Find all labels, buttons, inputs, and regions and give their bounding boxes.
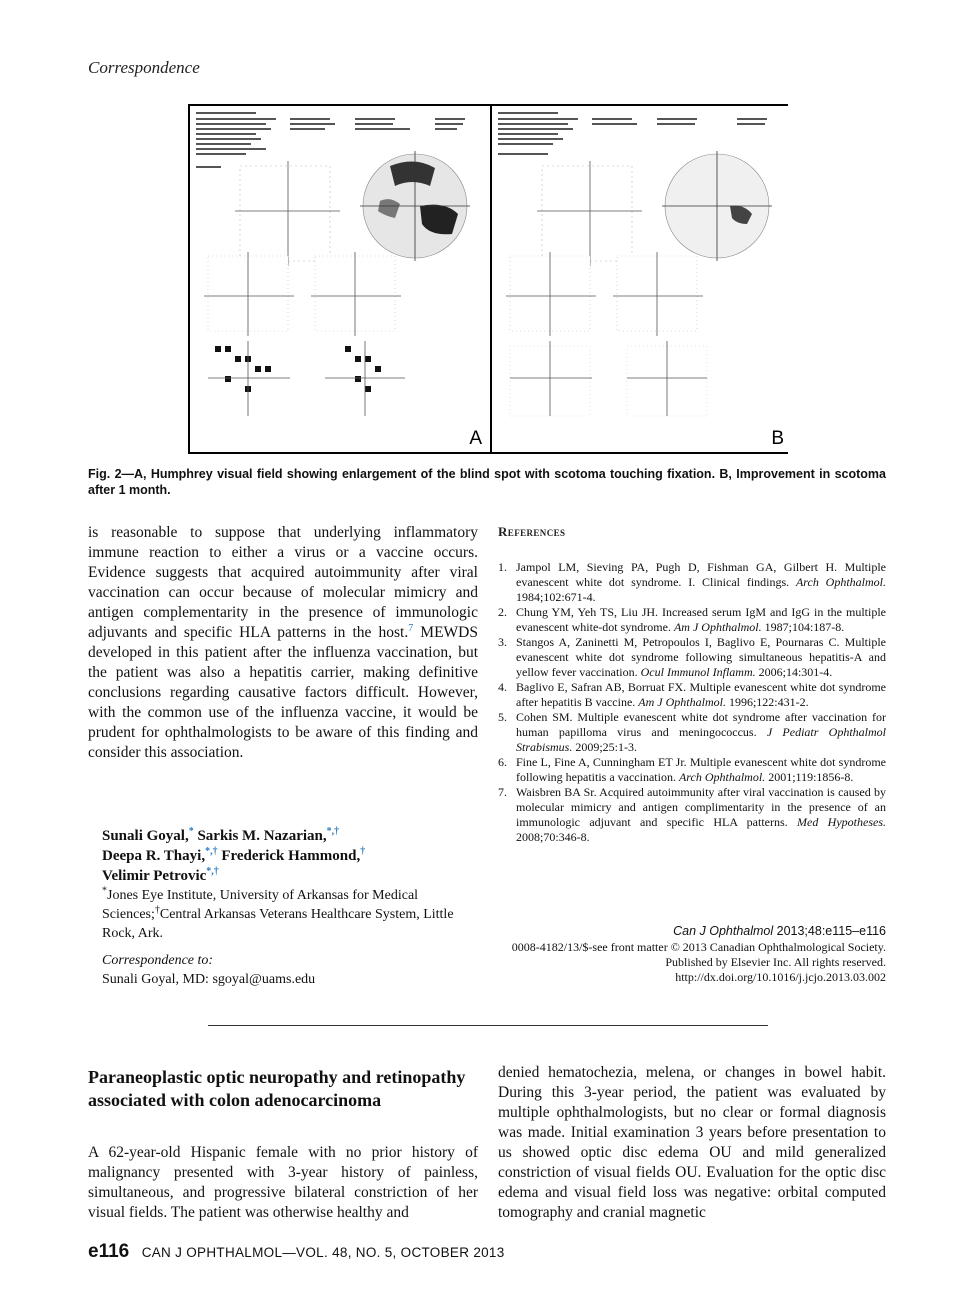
author-name: Sunali Goyal, — [102, 828, 189, 844]
reference-item[interactable]: 1. Jampol LM, Sieving PA, Pugh D, Fishman GA, Gilbert H. Multiple evanescent white dot syndrome. I. Clinical findings. Arch Ophthalmol. 1984;102:671-4. — [498, 560, 886, 604]
copyright-notice: 0008-4182/13/$-see front matter © 2013 Canadian Ophthalmological Society. Published by Elsevier Inc. All rights reserved. — [511, 940, 886, 969]
body-text-part-2: MEWDS developed in this patient after the influenza vaccination, but the patient was also a hepatitis carrier, making definitive conclusions regarding causative factors difficult. However, with the common use of the influenza vaccine, it would be prudent for ophthalmologists to be aware of this finding and consider this association. — [88, 624, 478, 761]
author-affiliation-mark[interactable]: *,† — [326, 826, 340, 837]
affiliation-text: Central Arkansas Veterans Healthcare System, Little Rock, Ark. — [102, 907, 454, 941]
citation-details: 2013;48:e115–e116 — [773, 924, 886, 938]
author-affiliation-mark[interactable]: *,† — [205, 846, 218, 857]
correspondence-block — [102, 951, 482, 989]
correspondence-contact[interactable]: Sunali Goyal, MD: sgoyal@uams.edu — [102, 972, 316, 987]
figure-caption: Fig. 2—A, Humphrey visual field showing enlargement of the blind spot with scotoma touching fixation. B, Improvement in scotoma after 1 month. — [88, 467, 886, 497]
visual-field-printout-b — [492, 106, 788, 452]
citation-journal: Can J Ophthalmol — [673, 924, 774, 938]
journal-footer-line: CAN J OPHTHALMOL—VOL. 48, NO. 5, OCTOBER 2013 — [141, 1245, 505, 1260]
figure-panel-a — [190, 106, 488, 452]
author-affiliation-mark[interactable]: † — [360, 846, 366, 857]
reference-item[interactable]: 2. Chung YM, Yeh TS, Liu JH. Increased serum IgM and IgG in the multiple evanescent white-dot syndrome. Am J Ophthalmol. 1987;104:187-8. — [498, 605, 886, 634]
next-article-title: Paraneoplastic optic neuropathy and retinopathy associated with colon adenocarcinoma — [88, 1067, 466, 1110]
next-article-text-right: denied hematochezia, melena, or changes in bowel habit. During this 3-year period, the patient was evaluated by multiple ophthalmologists, but no clear or formal diagnosis was made. Initial examination 3 years before presentation to us showed optic disc edema OU and mild generalized constriction of visual fields OU. Evaluation for the optic disc edema and visual field loss was negative: orbital computed tomography and cranial magnetic — [498, 1064, 886, 1221]
next-article-text-left: A 62-year-old Hispanic female with no prior history of malignancy presented with 3-year history of painless, simultaneous, and progressive bilateral constriction of her visual fields. The patient was otherwise healthy and — [88, 1144, 478, 1221]
page-number: e116 — [88, 1241, 130, 1262]
panel-label-b: B — [771, 428, 784, 449]
reference-link-7[interactable]: 7 — [408, 622, 414, 634]
visual-field-printout-a — [190, 106, 488, 452]
running-header: Correspondence — [88, 58, 200, 77]
article-citation — [498, 924, 886, 938]
panel-label-a: A — [469, 428, 482, 449]
section-divider — [208, 1025, 768, 1026]
reference-item[interactable]: 6. Fine L, Fine A, Cunningham ET Jr. Multiple evanescent white dot syndrome following hepatitis a vaccination. Arch Ophthalmol. 2001;119:1856-8. — [498, 755, 886, 784]
references-heading: References — [498, 524, 566, 539]
author-name: Deepa R. Thayi, — [102, 848, 206, 864]
author-affiliation-mark[interactable]: * — [188, 826, 194, 837]
reference-item[interactable]: 4. Baglivo E, Safran AB, Borruat FX. Multiple evanescent white dot syndrome after hepatitis B vaccine. Am J Ophthalmol. 1996;122:431-2. — [498, 680, 886, 709]
reference-list — [498, 560, 886, 845]
figure-panel-b — [490, 106, 790, 452]
affiliation-mark: * — [102, 885, 107, 897]
author-name: Frederick Hammond, — [221, 848, 361, 864]
copyright-block — [498, 940, 886, 985]
author-list — [102, 826, 482, 886]
body-paragraph-continued — [88, 523, 478, 763]
affiliation-mark: † — [154, 904, 160, 916]
affiliation-text: Jones Eye Institute, University of Arkansas for Medical Sciences; — [102, 888, 419, 922]
doi-link[interactable]: http://dx.doi.org/10.1016/j.jcjo.2013.03.002 — [675, 970, 886, 984]
author-affiliations — [102, 886, 482, 943]
reference-item[interactable]: 3. Stangos A, Zaninetti M, Petropoulos I, Baglivo E, Pournaras C. Multiple evanescent white dot syndrome following simultaneous hepatitis-A and yellow fever vaccination. Ocul Immunol Inflamm. 2006;14:301-4. — [498, 635, 886, 679]
author-affiliation-mark[interactable]: *,† — [206, 866, 219, 877]
reference-item[interactable]: 7. Waisbren BA Sr. Acquired autoimmunity after viral vaccination is caused by molecular mimicry and antigen complimentarity in the presence of an immunologic adjuvant and specific HLA patterns. Med Hypotheses. 2008;70:346-8. — [498, 785, 886, 844]
reference-item[interactable]: 5. Cohen SM. Multiple evanescent white dot syndrome after vaccination for human papilloma virus and meningococcus. J Pediatr Ophthalmol Strabismus. 2009;25:1-3. — [498, 710, 887, 754]
author-name: Velimir Petrovic — [102, 868, 207, 884]
correspondence-label: Correspondence to: — [102, 953, 214, 968]
page-footer — [88, 1241, 505, 1263]
figure-visual-fields — [188, 104, 788, 454]
body-text-part-1: is reasonable to suppose that underlying inflammatory immune reaction to either a virus or a vaccine occurs. Evidence suggests that acquired autoimmunity after viral vaccination can occur because of molecular mimicry and antigen complementarity in the presence of immunologic adjuvants and specific HLA patterns in the host. — [88, 524, 478, 641]
author-name: Sarkis M. Nazarian, — [197, 828, 327, 844]
